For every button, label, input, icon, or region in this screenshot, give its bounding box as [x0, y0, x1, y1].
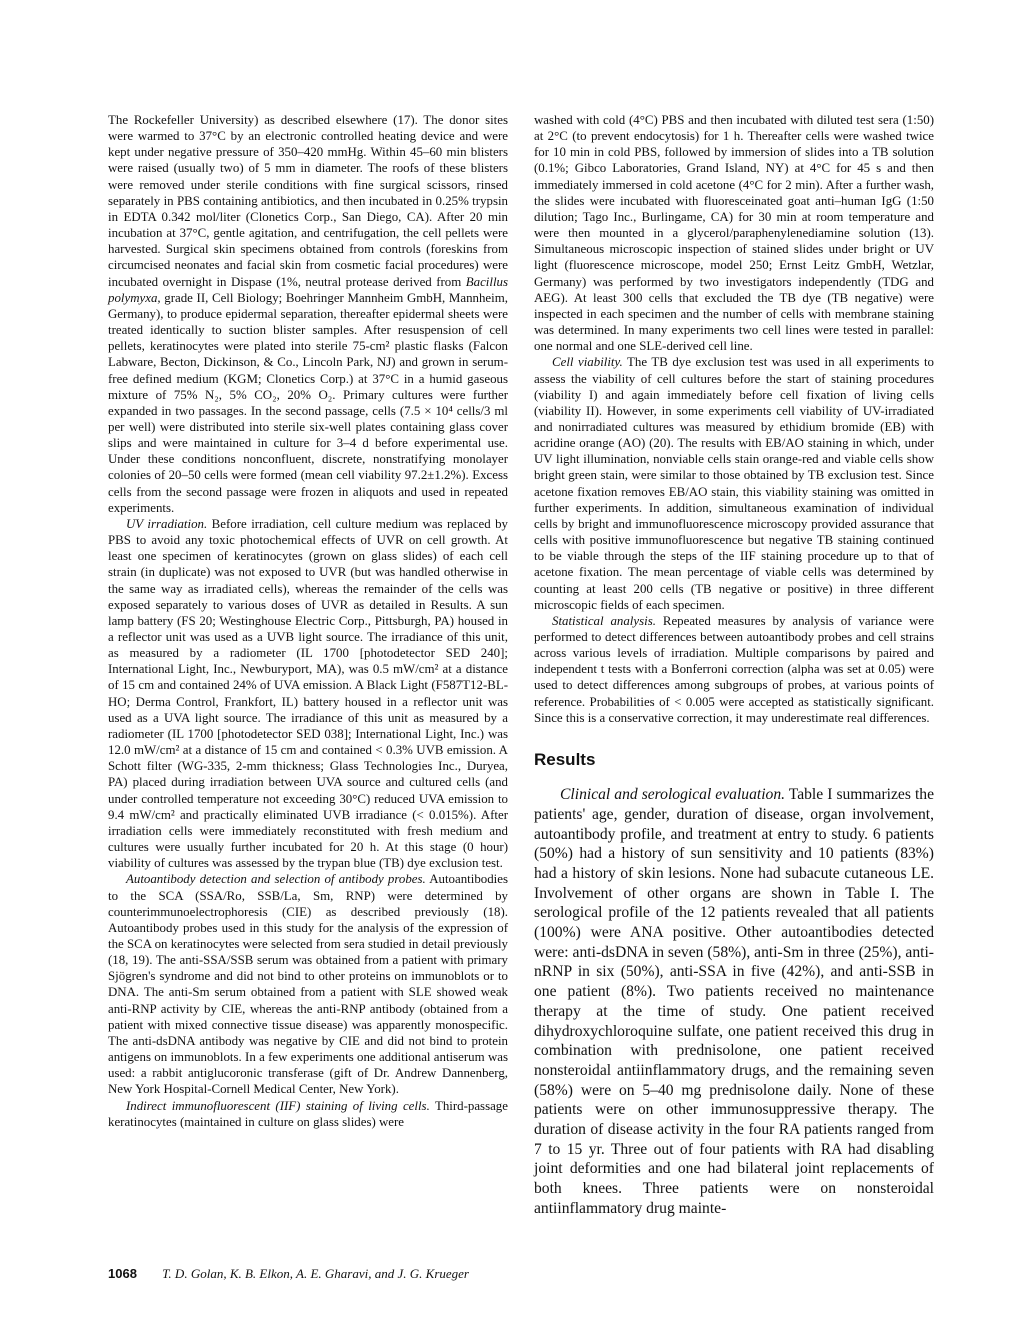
subheading-uv-irradiation: UV irradiation.	[126, 516, 208, 531]
right-column	[534, 112, 934, 1219]
paragraph-cell-viability: Cell viability. The TB dye exclusion test was used in all experiments to assess the viability of cell cultures before the start of staining procedures (viability I) and again immediately before cell fixation of living cells (viability II). However, in some experiments cell viability of UV-irradiated and nonirradiated cultures was measured by ethidium bromide (EB) with acridine orange (AO) (20). The results with EB/AO staining in which, under UV light illumination, nonviable cells stain orange-red and viable cells show bright green stain, were similar to those obtained by TB exclusion test. Since acetone fixation removes EB/AO stain, this viability staining was omitted in further experiments. In addition, simultaneous examination of individual cells by bright and immunofluorescence microscopy provided assurance that cells with positive immunofluorescence but negative TB staining continued to be viable through the steps of the IIF staining procedure up to that of acetone fixation. The mean percentage of viable cells was determined by counting at least 200 cells (TB negative or positive) in three different microscopic fields of each specimen.	[534, 355, 934, 612]
paragraph-autoantibody-detection: Autoantibody detection and selection of antibody probes. Autoantibodies to the SCA (SSA/Ro, SSB/La, Sm, RNP) were determined by counterimmunoelectrophoresis (CIE) as described previously (18). Autoantibody probes used in this study for the analysis of the expression of the SCA on keratinocytes were selected from sera studied in detail previously (18, 19). The anti-SSA/SSB serum was obtained from a patient with primary Sjögren's syndrome and did not bind to other proteins on immunoblots or to DNA. The anti-Sm serum obtained from a patient with SLE showed weak anti-RNP activity by CIE, whereas the anti-RNP antibody (obtained from a patient with mixed connective tissue disease) was apparently monospecific. The anti-dsDNA antibody was negative by CIE and did not bind to protein antigens on immunoblots. In a few experiments one additional antiserum was used: a rabbit antiglucoronic transferase (gift of Dr. Andrew Dannenberg, New York Hospital-Cornell Medical Center, New York).	[108, 872, 508, 1097]
subheading-cell-viability: Cell viability.	[552, 355, 623, 370]
paragraph-uv-irradiation: UV irradiation. Before irradiation, cell culture medium was replaced by PBS to avoid any toxic photochemical effects of UVR on cell growth. At least one specimen of keratinocytes (grown on glass slides) of each cell strain (in duplicate) was not exposed to UVR (but was handled otherwise in the same way as irradiated cells), whereas the remainder of the cells was exposed separately to various doses of UVR as detailed in Results. A sun lamp battery (FS 20; Westinghouse Electric Corp., Pittsburgh, PA) housed in a reflector unit was used as a UVB light source. The irradiance of this unit, as measured by a radiometer (IL 1700 [photodetector SED 240]; International Light, Inc., Newburyport, MA), was 0.5 mW/cm² at a distance of 15 cm and contained 24% of UVA emission. A Black Light (F587T12-BL-HO; Derma Control, Frankfort, IL) battery housed in a reflector unit was used as a UVA light source. The irradiance of this unit as measured by a radiometer (IL 1700 [photodetector SED 038]; International Light, Inc.) was 12.0 mW/cm² at a distance of 15 cm and contained < 0.3% UVB emission. A Schott filter (WG-335, 2-mm thickness; Glass Technologies Inc., Duryea, PA) placed during irradiation between UVA source and cultured cells (and under controlled temperature not exceeding 30°C) reduced UVA emission to 9.4 mW/cm² and practically eliminated UVB irradiance (< 0.015%). After irradiation cells were immediately reconstituted with fresh medium and cultures were usually further incubated for 20 h. At this stage (0 hour) viability of cultures was assessed by the trypan blue (TB) dye exclusion test.	[108, 516, 509, 871]
paragraph-clinical-evaluation: Clinical and serological evaluation. Table I summarizes the patients' age, gender, duration of disease, organ involvement, autoantibody profile, and treatment at entry to study. 6 patients (50%) had a history of sun sensitivity and 10 patients (83%) had a history of skin lesions. None had subacute cutaneous LE. Involvement of other organs are shown in Table I. The serological profile of the 12 patients revealed that all patients (100%) were ANA positive. Other autoantibodies detected were: anti-dsDNA in seven (58%), anti-Sm in three (25%), anti-nRNP in six (50%), anti-SSA in five (42%), and anti-SSB in one patient (8%). Two patients received no maintenance therapy at the time of study. One patient received dihydroxychloroquine sulfate, one patient received this drug in combination with prednisolone, one patient received nonsteroidal antiinflammatory drugs, and the remaining seven (58%) were on 5–40 mg prednisolone daily. None of these patients were on other immunosuppressive therapy. The duration of disease activity in the four RA patients ranged from 7 to 15 yr. Three out of four patients with RA had disabling joint deformities and one had bilateral joint replacements of both knees. Three patients were on nonsteroidal antiinflammatory drug mainte-	[534, 786, 934, 1217]
subheading-autoantibody: Autoantibody detection and selection of antibody probes.	[126, 872, 426, 887]
page-number: 1068	[108, 1266, 137, 1281]
subheading-clinical-evaluation: Clinical and serological evaluation.	[560, 786, 786, 804]
subheading-iif: Indirect immunofluorescent (IIF) staining of living cells.	[126, 1098, 430, 1113]
running-authors: T. D. Golan, K. B. Elkon, A. E. Gharavi, and J. G. Krueger	[162, 1266, 469, 1281]
paragraph-statistical-analysis: Statistical analysis. Repeated measures by analysis of variance were performed to detect differences between autoantibody probes and cell strains across various levels of irradiation. Multiple comparisons by paired and independent t tests with a Bonferroni correction (alpha was set at 0.05) were used to detect differences among subgroups of probes, at various points of reference. Probabilities of < 0.005 were accepted as statistically significant. Since this is a conservative correction, it may underestimate real differences.	[534, 613, 934, 725]
left-column	[108, 112, 508, 1130]
paragraph-iif-staining: Indirect immunofluorescent (IIF) staining of living cells. Third-passage keratinocytes (maintained in culture on glass slides) were	[108, 1098, 508, 1129]
results-body	[534, 785, 934, 1218]
page-footer	[108, 1266, 469, 1282]
paragraph-methods-culture: The Rockefeller University) as described elsewhere (17). The donor sites were warmed to 37°C by an electronic controlled heating device and were kept under negative pressure of 350–420 mmHg. Within 45–60 min blisters were raised (usually two) of 5 mm in diameter. The roofs of these blisters were removed under sterile conditions with fine surgical scissors, rinsed separately in PBS containing antibiotics, and then incubated in 0.25% trypsin in EDTA 0.342 mol/liter (Clonetics Corp., San Diego, CA). After 20 min incubation at 37°C, gentle agitation, and centrifugation, the cell pellets were harvested. Surgical skin specimens obtained from controls (foreskins from circumcised neonates and facial skin from cosmetic facial procedures) were incubated overnight in Dispase (1%, neutral protease derived from Bacillus polymyxa, grade II, Cell Biology; Boehringer Mannheim GmbH, Mannheim, Germany), to produce epidermal separation, thereafter epidermal sheets were treated identically to suction blister samples. After resuspension of cell pellets, keratinocytes were plated into sterile 75-cm² plastic flasks (Falcon Labware, Becton, Dickinson, & Co., Lincoln Park, NJ) and grown in serum-free defined medium (KGM; Clonetics Corp.) at 37°C in a humid gaseous mixture of 75% N₂, 5% CO₂, 20% O₂. Primary cultures were further expanded in two passages. In the second passage, cells (7.5 × 10⁴ cells/3 ml per well) were distributed into sterile six-well plates containing glass cover slips and were maintained in culture for 3–4 d before experimental use. Under these conditions nonconfluent, discrete, nonstratifying monolayer colonies of 20–50 cells were formed (mean cell viability 97.2±1.2%). Excess cells from the second passage were frozen in aliquots and used in repeated experiments.	[108, 113, 508, 515]
results-heading: Results	[534, 749, 596, 769]
subheading-statistical-analysis: Statistical analysis.	[552, 613, 656, 628]
paragraph-staining-procedure: washed with cold (4°C) PBS and then incubated with diluted test sera (1:50) at 2°C (to prevent endocytosis) for 1 h. Thereafter cells were washed twice for 10 min in cold PBS, followed by immersion of slides into a TB solution (0.1%; Gibco Laboratories, Grand Island, NY) at 4°C for 45 s and then immediately immersed in cold acetone (4°C for 2 min). After a further wash, the slides were incubated with fluoresceinated goat anti–human IgG (1:50 dilution; Tago Inc., Burlingame, CA) for 30 min at room temperature and were then mounted in a glycerol/paraphenylenediamine solution (13). Simultaneous microscopic inspection of stained slides under bright or UV light (fluorescence microscope, model 250; Ernst Leitz GmbH, Wetzlar, Germany) was performed by two investigators independently (TDG and AEG). At least 300 cells that excluded the TB dye (TB negative) were inspected in each specimen and the number of cells with membrane staining was determined. In many experiments two cell lines were tested in parallel: one normal and one SLE-derived cell line.	[534, 113, 934, 354]
